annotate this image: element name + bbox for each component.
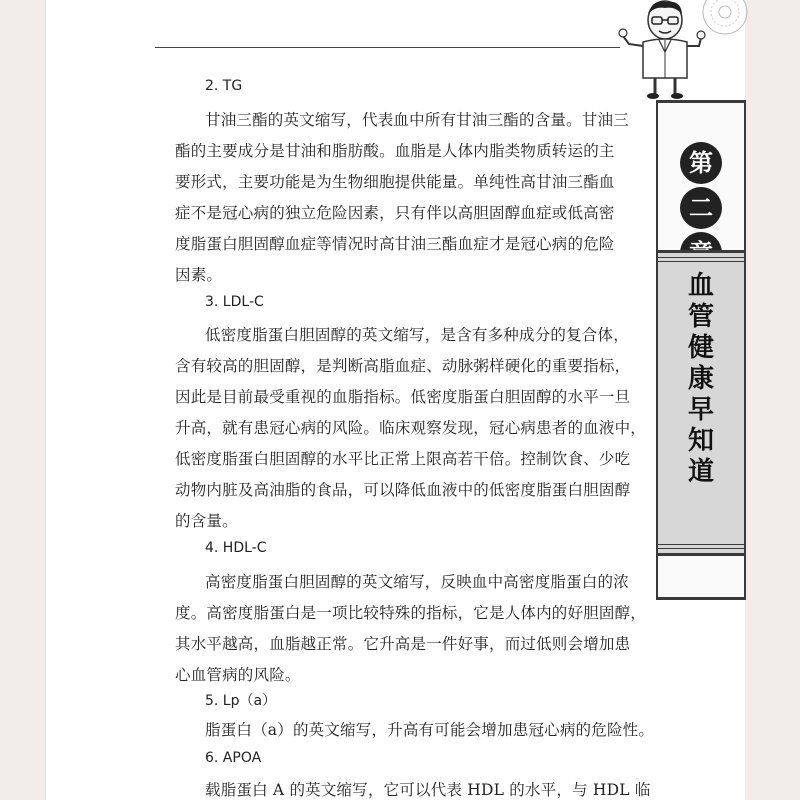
chapter-title-char: 道 xyxy=(687,457,714,487)
text-line: 度。高密度脂蛋白是一项比较特殊的指标，它是人体内的好胆固醇， xyxy=(175,604,647,622)
chapter-title-char: 早 xyxy=(687,395,714,425)
chapter-title xyxy=(658,271,744,488)
section-heading-tg: 2. TG xyxy=(205,78,243,94)
text-line: 的含量。 xyxy=(175,512,238,530)
sidebar-rule-top xyxy=(658,100,744,103)
text-line: 要形式，主要功能是为生物细胞提供能量。单纯性高甘油三酯血 xyxy=(175,173,615,191)
text-line: 度脂蛋白胆固醇血症等情况时高甘油三酯血症才是冠心病的危险 xyxy=(175,235,615,253)
band-stripe xyxy=(658,544,744,545)
chapter-title-char: 康 xyxy=(687,364,714,394)
band-stripe xyxy=(658,261,744,262)
chapter-title-char: 管 xyxy=(687,302,714,332)
text-line: 低密度脂蛋白胆固醇的英文缩写，是含有多种成分的复合体， xyxy=(205,326,629,344)
band-stripe xyxy=(658,548,744,549)
band-stripe xyxy=(658,257,744,258)
chapter-title-char: 知 xyxy=(687,426,714,456)
text-line: 动物内脏及高油脂的食品，可以降低血液中的低密度脂蛋白胆固醇 xyxy=(175,481,631,499)
section-heading-lpa: 5. Lp（a） xyxy=(205,693,277,709)
section-heading-hdl: 4. HDL-C xyxy=(205,540,267,556)
section-heading-ldl: 3. LDL-C xyxy=(205,294,264,310)
section-heading-apoa: 6. APOA xyxy=(205,750,262,766)
header-rule xyxy=(155,47,620,48)
text-line: 甘油三酯的英文缩写，代表血中所有甘油三酯的含量。甘油三 xyxy=(205,111,629,129)
text-line: 高密度脂蛋白胆固醇的英文缩写，反映血中高密度脂蛋白的浓 xyxy=(205,573,629,591)
sidebar-rule-bottom xyxy=(658,597,744,600)
text-line: 低密度脂蛋白胆固醇的水平比正常上限高若干倍。控制饮食、少吃 xyxy=(175,450,631,468)
chapter-title-char: 血 xyxy=(687,271,714,301)
chapter-char-2: 二 xyxy=(680,187,722,229)
text-line: 其水平越高，血脂越正常。它升高是一件好事，而过低则会增加患 xyxy=(175,635,631,653)
text-line: 症不是冠心病的独立危险因素，只有伴以高胆固醇血症或低高密 xyxy=(175,204,615,222)
text-line: 载脂蛋白 A 的英文缩写，它可以代表 HDL 的水平，与 HDL 临 xyxy=(205,781,651,799)
text-line: 心血管病的风险。 xyxy=(175,666,301,684)
text-line: 因此是目前最受重视的血脂指标。低密度脂蛋白胆固醇的水平一旦 xyxy=(175,388,631,406)
page-right-margin xyxy=(745,0,800,800)
chapter-title-char: 健 xyxy=(687,333,714,363)
chapter-sidebar xyxy=(656,100,746,600)
text-line: 脂蛋白（a）的英文缩写，升高有可能会增加患冠心病的危险性。 xyxy=(205,721,655,739)
chapter-title-band xyxy=(658,250,744,556)
text-line: 升高，就有患冠心病的风险。临床观察发现，冠心病患者的血液中， xyxy=(175,419,647,437)
chapter-char-1: 第 xyxy=(680,142,722,184)
text-line: 因素。 xyxy=(175,266,223,284)
doctor-mascot-icon xyxy=(615,0,710,100)
text-line: 含有较高的胆固醇，是判断高脂血症、动脉粥样硬化的重要指标， xyxy=(175,357,631,375)
text-line: 酯的主要成分是甘油和脂肪酸。血脂是人体内脂类物质转运的主 xyxy=(175,142,615,160)
page-left-margin xyxy=(0,0,45,800)
